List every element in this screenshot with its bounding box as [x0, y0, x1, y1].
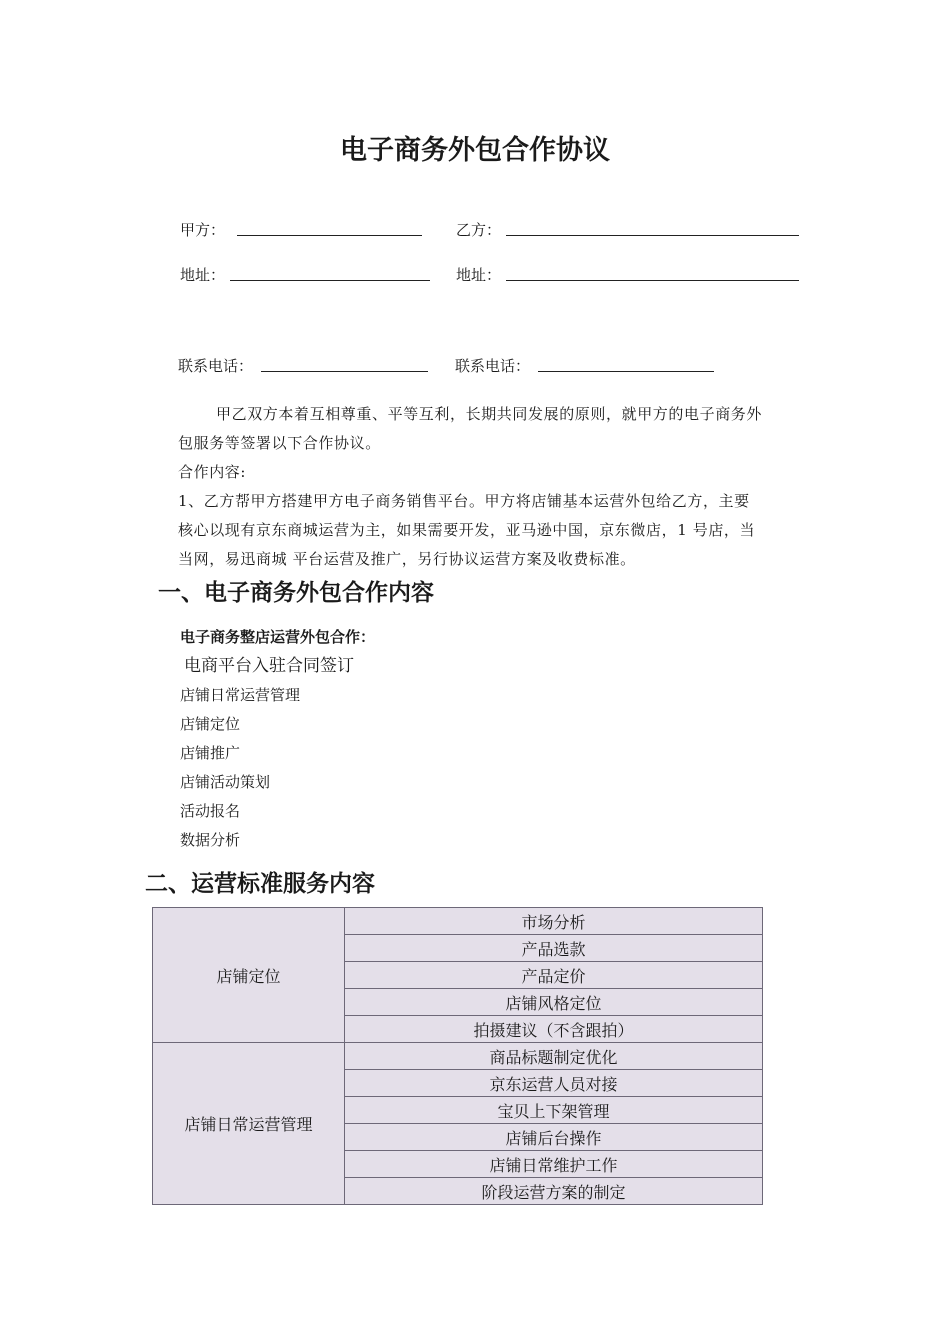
- service-cell: 阶段运营方案的制定: [345, 1178, 763, 1205]
- service-cell: 京东运营人员对接: [345, 1070, 763, 1097]
- list-item: 店铺推广: [180, 744, 241, 762]
- section1-list: [180, 652, 354, 855]
- intro-line-4: 1、乙方帮甲方搭建甲方电子商务销售平台。甲方将店铺基本运营外包给乙方，主要: [178, 492, 750, 510]
- service-cell: 拍摄建议（不含跟拍）: [345, 1016, 763, 1043]
- party-b-blank[interactable]: [506, 235, 799, 236]
- service-cell: 店铺后台操作: [345, 1124, 763, 1151]
- service-cell: 产品选款: [345, 935, 763, 962]
- list-item: 活动报名: [180, 802, 241, 820]
- list-item: 店铺定位: [180, 715, 241, 733]
- table-row: [153, 908, 763, 935]
- section1-subheading: 电子商务整店运营外包合作：: [180, 628, 376, 646]
- list-item: 店铺活动策划: [180, 773, 271, 791]
- intro-line-1: 甲乙双方本着互相尊重、平等互利，长期共同发展的原则，就甲方的电子商务外: [216, 405, 763, 423]
- address-b-label: 地址：: [456, 266, 502, 284]
- service-cell: 店铺日常维护工作: [345, 1151, 763, 1178]
- document-title: 电子商务外包合作协议: [340, 135, 610, 166]
- service-cell: 宝贝上下架管理: [345, 1097, 763, 1124]
- service-cell: 商品标题制定优化: [345, 1043, 763, 1070]
- address-b-blank[interactable]: [506, 280, 799, 281]
- category-cell: 店铺日常运营管理: [153, 1043, 345, 1205]
- service-cell: 产品定价: [345, 962, 763, 989]
- service-cell: 市场分析: [345, 908, 763, 935]
- list-item: 店铺日常运营管理: [180, 686, 301, 704]
- service-cell: 店铺风格定位: [345, 989, 763, 1016]
- section2-heading: 二、运营标准服务内容: [145, 871, 375, 897]
- address-a-label: 地址：: [180, 266, 226, 284]
- phone-a-label: 联系电话：: [178, 357, 254, 375]
- intro-line-6: 当网，易迅商城 平台运营及推广，另行协议运营方案及收费标准。: [178, 550, 636, 568]
- section1-heading: 一、电子商务外包合作内容: [158, 580, 434, 606]
- intro-line-2: 包服务等签署以下合作协议。: [178, 434, 381, 452]
- address-a-blank[interactable]: [230, 280, 430, 281]
- phone-b-label: 联系电话：: [455, 357, 531, 375]
- phone-b-blank[interactable]: [538, 371, 714, 372]
- category-cell: 店铺定位: [153, 908, 345, 1043]
- party-b-label: 乙方：: [456, 221, 502, 239]
- intro-line-5: 核心以现有京东商城运营为主，如果需要开发，亚马逊中国，京东微店，1 号店，当: [178, 521, 756, 539]
- phone-a-blank[interactable]: [261, 371, 428, 372]
- party-a-blank[interactable]: [237, 235, 422, 236]
- intro-paragraph: [178, 400, 808, 574]
- table-row: [153, 1043, 763, 1070]
- service-table: [152, 907, 763, 1205]
- list-item: 数据分析: [180, 831, 241, 849]
- list-item: 电商平台入驻合同签订: [184, 656, 354, 676]
- intro-line-3: 合作内容:: [178, 463, 247, 481]
- party-a-label: 甲方：: [180, 221, 226, 239]
